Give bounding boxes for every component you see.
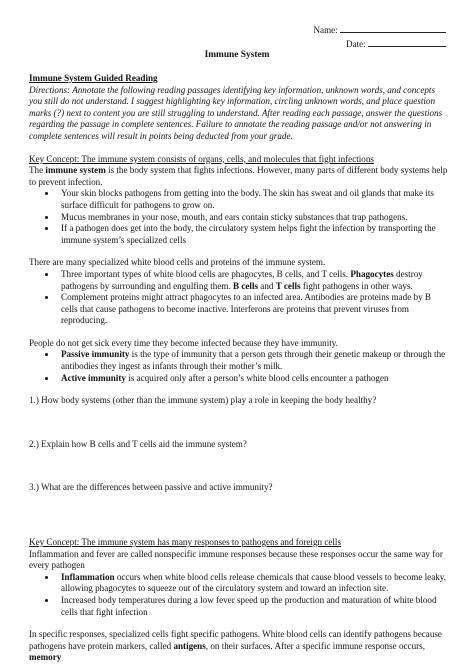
list-item: • Active immunity is acquired only after a person’s white blood cells encounter a pathogen <box>57 373 449 385</box>
name-blank-line[interactable] <box>340 24 446 33</box>
immunity-list <box>29 349 449 384</box>
term-antigens: antigens <box>173 640 206 651</box>
term-passive-immunity: Passive immunity <box>61 349 130 360</box>
question-2: 2.) Explain how B cells and T cells aid the immune system? <box>29 438 247 449</box>
page-title: Immune System <box>204 50 270 60</box>
list-item: • Three important types of white blood cells are phagocytes, B cells, and T cells. Phagocytes destroy pathogens by surrounding and engulfing them. B cells and T cells fight pathogens in other ways. <box>57 269 449 292</box>
nonspecific-list <box>29 572 449 618</box>
date-label: Date: <box>346 39 366 49</box>
date-field-row <box>346 38 446 49</box>
term-inflammation: Inflammation <box>61 571 115 582</box>
name-label: Name: <box>313 25 338 35</box>
question-3: 3.) What are the differences between passive and active immunity? <box>29 482 273 493</box>
list-item: • Passive immunity is the type of immunity that a person gets through their genetic makeup or through the antibodies they ingest as infants through their mother’s milk. <box>57 349 449 372</box>
list-item: • Increased body temperatures during a low fever speed up the production and maturation of white blood cells that fight infection <box>57 595 449 618</box>
immunity-intro: People do not get sick every time they become infected because they have immunity. <box>29 337 339 348</box>
list-item: • Mucus membranes in your nose, mouth, and ears contain sticky substances that trap pathogens. <box>57 212 449 224</box>
list-item: • Complement proteins might attract phagocytes to an infected area. Antibodies are proteins made by B cells that cause pathogens to become inactive. Interferons are proteins that prevent viruses from reproducing. <box>57 292 449 327</box>
list-item: • Your skin blocks pathogens from getting into the body. The skin has sweat and oil glands that make its surface difficult for pathogens to grow on. <box>57 188 449 211</box>
key-concept-2: Key Concept: The immune system has many responses to pathogens and foreign cells <box>29 537 341 548</box>
term-active-immunity: Active immunity <box>61 372 126 383</box>
term-b-cells: B cells <box>233 280 259 291</box>
document-body <box>29 73 449 664</box>
immune-system-intro: The immune system is the body system that fights infections. However, many parts of different body systems help to prevent infection. <box>29 165 448 187</box>
wbc-list <box>29 269 449 327</box>
term-memory: memory <box>29 652 62 663</box>
body-defense-list <box>29 188 449 246</box>
guided-reading-heading: Immune System Guided Reading <box>29 73 158 83</box>
specific-responses-paragraph: In specific responses, specialized cells fight specific pathogens. White blood cells can identify pathogens because pathogens have protein markers, called antigens, on their surfaces. After a specific immune response occurs, memory <box>29 629 442 663</box>
term-phagocytes: Phagocytes <box>350 268 394 279</box>
term-t-cells: T cells <box>275 280 301 291</box>
directions-paragraph: Directions: Annotate the following reading passages identifying key information, unknown words, and concepts you still do not understand. I suggest highlighting key information, circling unknown words, and place question marks (?) next to content you are still struggling to understand. After reading each passage, answer the questions regarding the passage in complete sentences. Failure to annotate the reading passage and/or not answering in complete sentences will result in points being deducted from your grade. <box>29 84 443 141</box>
question-1: 1.) How body systems (other than the immune system) play a role in keeping the body healthy? <box>29 395 377 406</box>
term-immune-system: immune system <box>45 165 106 176</box>
list-item: • Inflammation occurs when white blood cells release chemicals that cause blood vessels to become leaky, allowing phagocytes to squeeze out of the circulatory system and toward an infection site. <box>57 572 449 595</box>
key-concept-1: Key Concept: The immune system consists of organs, cells, and molecules that fight infections <box>29 153 374 164</box>
date-blank-line[interactable] <box>368 38 446 47</box>
list-item: • If a pathogen does get into the body, the circulatory system helps fight the infection by transporting the immune system’s specialized cells <box>57 223 449 246</box>
nonspecific-intro: Inflammation and fever are called nonspecific immune responses because these responses occur the same way for every pathogen <box>29 548 443 571</box>
name-field-row <box>313 24 446 35</box>
wbc-intro: There are many specialized white blood cells and proteins of the immune system. <box>29 257 326 268</box>
